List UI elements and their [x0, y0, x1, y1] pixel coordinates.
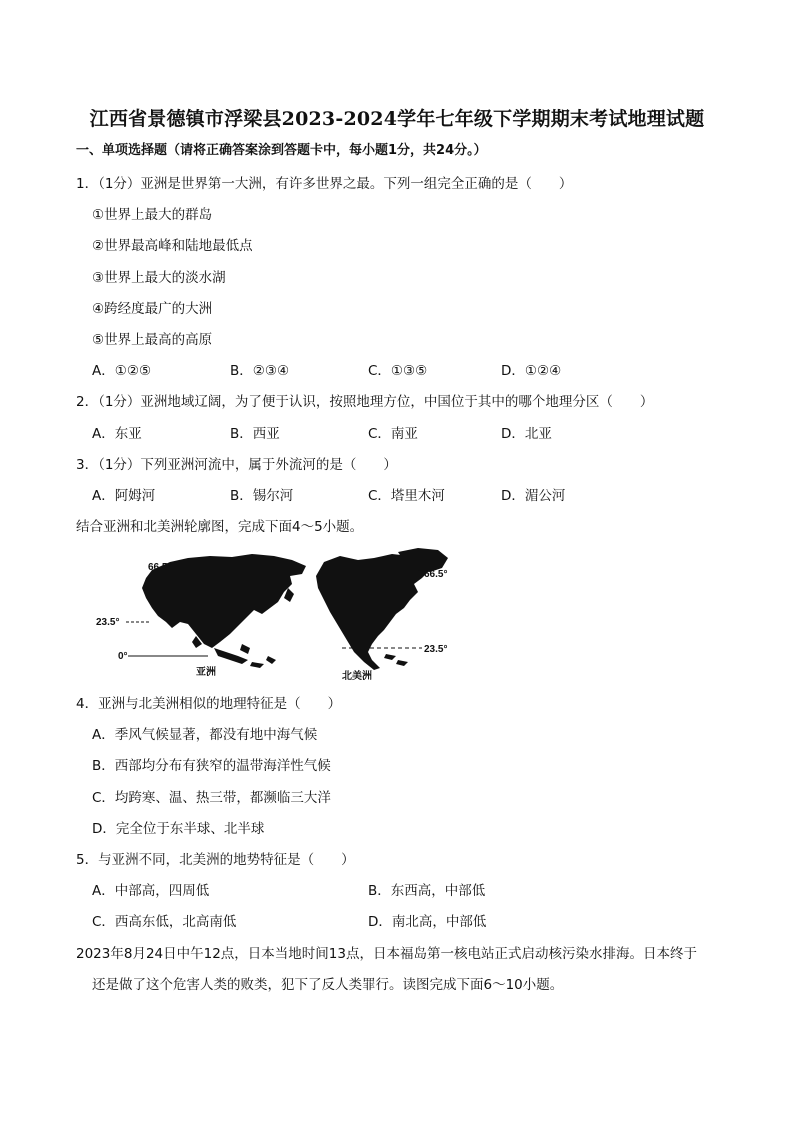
question-4-stem: 4．亚洲与北美洲相似的地理特征是（ ）	[76, 696, 342, 712]
asia-lat-23-label: 23.5°	[96, 617, 120, 628]
question-1-option-b: B．②③④	[230, 363, 290, 379]
page-title: 江西省景德镇市浮梁县2023-2024学年七年级下学期期末考试地理试题	[89, 108, 705, 130]
question-1-item: ②世界最高峰和陆地最低点	[92, 238, 253, 254]
question-3-stem: 3．（1分）下列亚洲河流中，属于外流河的是（ ）	[76, 457, 397, 473]
question-2-option-a: A．东亚	[92, 426, 142, 442]
question-2-option-b: B．西亚	[230, 426, 280, 442]
continent-outline-map	[92, 548, 462, 686]
question-1-item: ④跨经度最广的大洲	[92, 301, 213, 317]
question-4-option-d: D．完全位于东半球、北半球	[92, 821, 265, 837]
question-1-option-d: D．①②④	[501, 363, 562, 379]
question-1-option-a: A．①②⑤	[92, 363, 152, 379]
question-2-option-c: C．南亚	[368, 426, 418, 442]
question-2-stem: 2．（1分）亚洲地域辽阔，为了便于认识，按照地理方位，中国位于其中的哪个地理分区（ ）	[76, 394, 654, 410]
question-4-option-b: B．西部均分布有狭窄的温带海洋性气候	[92, 758, 331, 774]
question-4-option-c: C．均跨寒、温、热三带，都濒临三大洋	[92, 790, 331, 806]
north-america-silhouette	[316, 554, 430, 670]
north-america-label: 北美洲	[342, 671, 372, 682]
question-5-option-d: D．南北高，中部低	[368, 914, 487, 930]
question-3-option-a: A．阿姆河	[92, 488, 156, 504]
asia-label: 亚洲	[196, 667, 216, 678]
section-heading: 一、单项选择题（请将正确答案涂到答题卡中，每小题1分，共24分。）	[76, 143, 487, 158]
question-5-option-a: A．中部高，四周低	[92, 883, 210, 899]
intro-4-5: 结合亚洲和北美洲轮廓图，完成下面4～5小题。	[76, 519, 364, 535]
question-1-item: ③世界上最大的淡水湖	[92, 270, 226, 286]
question-5-stem: 5．与亚洲不同，北美洲的地势特征是（ ）	[76, 852, 355, 868]
intro-6-10-line-1: 2023年8月24日中午12点，日本当地时间13点，日本福岛第一核电站正式启动核污染水排海。日本终于	[76, 946, 697, 962]
question-1-item: ⑤世界上最高的高原	[92, 332, 213, 348]
question-3-option-b: B．锡尔河	[230, 488, 294, 504]
question-1-item: ①世界上最大的群岛	[92, 207, 213, 223]
question-5-option-c: C．西高东低，北高南低	[92, 914, 237, 930]
caribbean-islands	[384, 654, 408, 666]
asia-lat-0-label: 0°	[118, 651, 128, 662]
question-2-option-d: D．北亚	[501, 426, 552, 442]
question-3-option-c: C．塔里木河	[368, 488, 445, 504]
question-4-option-a: A．季风气候显著，都没有地中海气候	[92, 727, 318, 743]
question-1-stem: 1．（1分）亚洲是世界第一大洲，有许多世界之最。下列一组完全正确的是（ ）	[76, 176, 573, 192]
question-3-option-d: D．湄公河	[501, 488, 566, 504]
na-lat-23-label: 23.5°	[424, 644, 448, 655]
question-5-option-b: B．东西高，中部低	[368, 883, 486, 899]
asia-lat-66-label: 66.5°	[148, 562, 172, 573]
intro-6-10-line-2: 还是做了这个危害人类的败类，犯下了反人类罪行。读图完成下面6～10小题。	[92, 977, 564, 993]
question-1-option-c: C．①③⑤	[368, 363, 428, 379]
na-lat-66-label: 66.5°	[424, 569, 448, 580]
asia-small-islands	[250, 656, 276, 668]
